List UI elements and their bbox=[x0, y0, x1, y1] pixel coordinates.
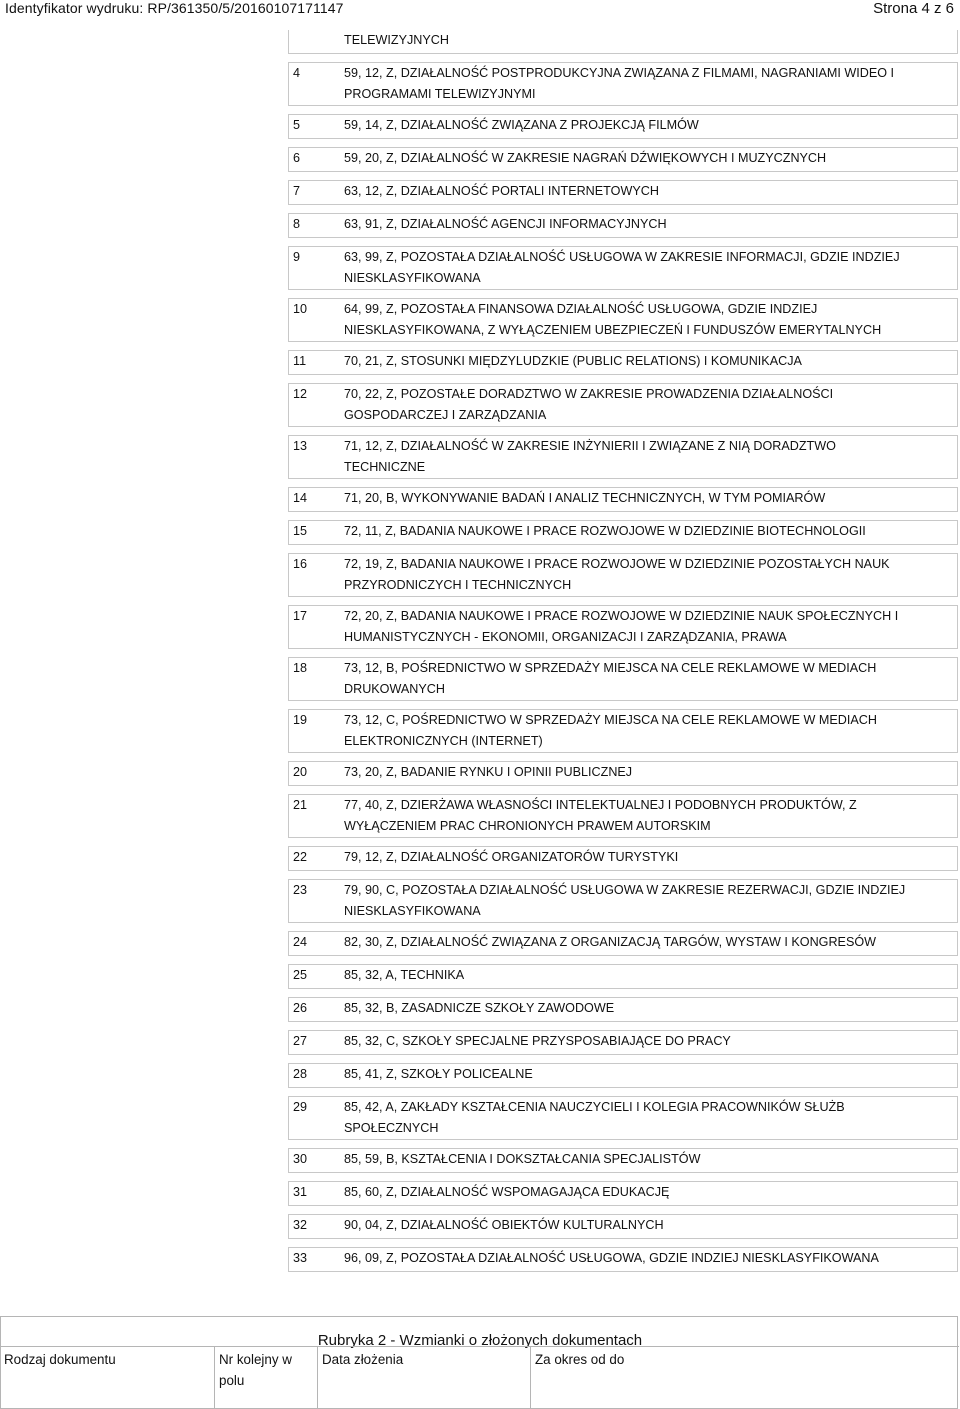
row-description bbox=[344, 115, 958, 139]
row-number: 21 bbox=[289, 795, 345, 838]
row-spacer bbox=[289, 1206, 958, 1215]
row-number: 29 bbox=[289, 1097, 345, 1140]
row-spacer-cell bbox=[289, 989, 958, 998]
row-description bbox=[344, 932, 958, 956]
row-spacer bbox=[289, 597, 958, 606]
row-spacer-cell bbox=[289, 479, 958, 488]
row-number: 27 bbox=[289, 1031, 345, 1055]
row-spacer bbox=[289, 786, 958, 795]
row-number: 11 bbox=[289, 351, 345, 375]
description-line: 79, 12, Z, DZIAŁALNOŚĆ ORGANIZATORÓW TURYSTYKI bbox=[344, 850, 679, 864]
row-number: 4 bbox=[289, 63, 345, 106]
table-row bbox=[289, 965, 958, 989]
row-number: 16 bbox=[289, 554, 345, 597]
row-description bbox=[344, 436, 958, 479]
table-row bbox=[289, 181, 958, 205]
page-header bbox=[0, 0, 960, 18]
table-row bbox=[289, 932, 958, 956]
row-description bbox=[344, 965, 958, 989]
row-spacer-cell bbox=[289, 597, 958, 606]
table-row bbox=[289, 115, 958, 139]
row-spacer bbox=[289, 427, 958, 436]
row-spacer bbox=[289, 1239, 958, 1248]
row-number: 24 bbox=[289, 932, 345, 956]
description-line: 59, 14, Z, DZIAŁALNOŚĆ ZWIĄZANA Z PROJEKCJĄ FILMÓW bbox=[344, 118, 699, 132]
row-number: 22 bbox=[289, 847, 345, 871]
row-spacer bbox=[289, 512, 958, 521]
row-number: 12 bbox=[289, 384, 345, 427]
row-spacer bbox=[289, 545, 958, 554]
row-spacer-cell bbox=[289, 923, 958, 932]
description-line: 77, 40, Z, DZIERŻAWA WŁASNOŚCI INTELEKTUALNEJ I PODOBNYCH PRODUKTÓW, Z bbox=[344, 798, 857, 812]
column-header-filing-date bbox=[318, 1346, 531, 1408]
row-description bbox=[344, 1182, 958, 1206]
row-description bbox=[344, 847, 958, 871]
table-row bbox=[289, 1031, 958, 1055]
row-description bbox=[344, 1031, 958, 1055]
description-line: 85, 42, A, ZAKŁADY KSZTAŁCENIA NAUCZYCIELI I KOLEGIA PRACOWNIKÓW SŁUŻB bbox=[344, 1100, 845, 1114]
row-number: 10 bbox=[289, 299, 345, 342]
row-spacer-cell bbox=[289, 238, 958, 247]
row-spacer-cell bbox=[289, 871, 958, 880]
row-description bbox=[344, 63, 958, 106]
row-description bbox=[344, 214, 958, 238]
row-number: 18 bbox=[289, 658, 345, 701]
row-spacer bbox=[289, 956, 958, 965]
row-spacer-cell bbox=[289, 54, 958, 63]
row-number: 9 bbox=[289, 247, 345, 290]
row-description bbox=[344, 880, 958, 923]
table-row bbox=[289, 384, 958, 427]
row-spacer bbox=[289, 871, 958, 880]
description-line: 85, 59, B, KSZTAŁCENIA I DOKSZTAŁCANIA SPECJALISTÓW bbox=[344, 1152, 701, 1166]
row-description bbox=[344, 488, 958, 512]
row-number: 31 bbox=[289, 1182, 345, 1206]
description-line: 71, 12, Z, DZIAŁALNOŚĆ W ZAKRESIE INŻYNIERII I ZWIĄZANE Z NIĄ DORADZTWO bbox=[344, 439, 836, 453]
row-description bbox=[344, 148, 958, 172]
description-line: 59, 12, Z, DZIAŁALNOŚĆ POSTPRODUKCYJNA ZWIĄZANA Z FILMAMI, NAGRANIAMI WIDEO I bbox=[344, 66, 895, 80]
description-line: HUMANISTYCZNYCH - EKONOMII, ORGANIZACJI I ZARZĄDZANIA, PRAWA bbox=[344, 630, 787, 644]
table-row bbox=[289, 214, 958, 238]
description-line: 96, 09, Z, POZOSTAŁA DZIAŁALNOŚĆ USŁUGOWA, GDZIE INDZIEJ NIESKLASYFIKOWANA bbox=[344, 1251, 879, 1265]
row-spacer-cell bbox=[289, 786, 958, 795]
row-number: 17 bbox=[289, 606, 345, 649]
row-description bbox=[344, 1215, 958, 1239]
row-spacer bbox=[289, 290, 958, 299]
row-spacer bbox=[289, 1022, 958, 1031]
description-line: 72, 20, Z, BADANIA NAUKOWE I PRACE ROZWOJOWE W DZIEDZINIE NAUK SPOŁECZNYCH I bbox=[344, 609, 899, 623]
row-number: 8 bbox=[289, 214, 345, 238]
column-header-period bbox=[531, 1346, 959, 1408]
row-description bbox=[344, 1064, 958, 1088]
row-spacer bbox=[289, 753, 958, 762]
description-line: 63, 99, Z, POZOSTAŁA DZIAŁALNOŚĆ USŁUGOWA W ZAKRESIE INFORMACJI, GDZIE INDZIEJ bbox=[344, 250, 900, 264]
activity-table bbox=[288, 30, 958, 1272]
row-spacer-cell bbox=[289, 139, 958, 148]
row-number: 25 bbox=[289, 965, 345, 989]
description-line: 72, 11, Z, BADANIA NAUKOWE I PRACE ROZWOJOWE W DZIEDZINIE BIOTECHNOLOGII bbox=[344, 524, 866, 538]
row-description bbox=[344, 554, 958, 597]
column-header-field-number bbox=[215, 1346, 318, 1408]
description-line: 73, 12, C, POŚREDNICTWO W SPRZEDAŻY MIEJSCA NA CELE REKLAMOWE W MEDIACH bbox=[344, 713, 877, 727]
table-row bbox=[289, 148, 958, 172]
description-line: TELEWIZYJNYCH bbox=[344, 33, 449, 47]
row-spacer bbox=[289, 838, 958, 847]
row-description bbox=[344, 521, 958, 545]
description-line: PROGRAMAMI TELEWIZYJNYMI bbox=[344, 87, 536, 101]
description-line: TECHNICZNE bbox=[344, 460, 426, 474]
row-spacer bbox=[289, 205, 958, 214]
print-identifier: Identyfikator wydruku: RP/361350/5/20160107171147 bbox=[5, 0, 344, 16]
row-spacer bbox=[289, 701, 958, 710]
description-line: 85, 32, B, ZASADNICZE SZKOŁY ZAWODOWE bbox=[344, 1001, 615, 1015]
row-spacer-cell bbox=[289, 1140, 958, 1149]
description-line: SPOŁECZNYCH bbox=[344, 1121, 439, 1135]
column-header-field-number-line1: Nr kolejny w bbox=[219, 1352, 292, 1367]
activity-table-body bbox=[289, 30, 958, 1272]
row-spacer-cell bbox=[289, 512, 958, 521]
description-line: 73, 20, Z, BADANIE RYNKU I OPINII PUBLICZNEJ bbox=[344, 765, 633, 779]
page-number: Strona 4 z 6 bbox=[873, 0, 954, 17]
row-spacer-cell bbox=[289, 375, 958, 384]
row-spacer bbox=[289, 989, 958, 998]
row-spacer bbox=[289, 1088, 958, 1097]
table-row bbox=[289, 847, 958, 871]
description-line: WYŁĄCZENIEM PRAC CHRONIONYCH PRAWEM AUTORSKIM bbox=[344, 819, 711, 833]
row-spacer-cell bbox=[289, 106, 958, 115]
row-number: 23 bbox=[289, 880, 345, 923]
column-header-field-number-line2: polu bbox=[219, 1373, 245, 1388]
description-line: 73, 12, B, POŚREDNICTWO W SPRZEDAŻY MIEJSCA NA CELE REKLAMOWE W MEDIACH bbox=[344, 661, 877, 675]
description-line: 82, 30, Z, DZIAŁALNOŚĆ ZWIĄZANA Z ORGANIZACJĄ TARGÓW, WYSTAW I KONGRESÓW bbox=[344, 935, 877, 949]
row-description bbox=[344, 351, 958, 375]
table-row bbox=[289, 1248, 958, 1272]
row-spacer-cell bbox=[289, 1206, 958, 1215]
table-row bbox=[289, 762, 958, 786]
row-spacer-cell bbox=[289, 545, 958, 554]
row-spacer bbox=[289, 54, 958, 63]
row-spacer-cell bbox=[289, 427, 958, 436]
table-row bbox=[289, 521, 958, 545]
row-number: 15 bbox=[289, 521, 345, 545]
row-description bbox=[344, 1248, 958, 1272]
row-spacer bbox=[289, 172, 958, 181]
row-spacer-cell bbox=[289, 290, 958, 299]
row-spacer bbox=[289, 923, 958, 932]
description-line: ELEKTRONICZNYCH (INTERNET) bbox=[344, 734, 543, 748]
row-number: 7 bbox=[289, 181, 345, 205]
row-spacer bbox=[289, 479, 958, 488]
description-line: 59, 20, Z, DZIAŁALNOŚĆ W ZAKRESIE NAGRAŃ DŹWIĘKOWYCH I MUZYCZNYCH bbox=[344, 151, 827, 165]
description-line: NIESKLASYFIKOWANA bbox=[344, 904, 481, 918]
table-row bbox=[289, 30, 958, 54]
row-description bbox=[344, 606, 958, 649]
row-spacer-cell bbox=[289, 1173, 958, 1182]
row-spacer-cell bbox=[289, 205, 958, 214]
row-number: 28 bbox=[289, 1064, 345, 1088]
table-row bbox=[289, 710, 958, 753]
row-number bbox=[289, 30, 345, 54]
table-row bbox=[289, 1215, 958, 1239]
row-spacer bbox=[289, 1055, 958, 1064]
row-description bbox=[344, 30, 958, 54]
table-row bbox=[289, 658, 958, 701]
table-row bbox=[289, 1097, 958, 1140]
row-description bbox=[344, 762, 958, 786]
row-spacer-cell bbox=[289, 1022, 958, 1031]
row-spacer bbox=[289, 1173, 958, 1182]
row-number: 30 bbox=[289, 1149, 345, 1173]
description-line: 71, 20, B, WYKONYWANIE BADAŃ I ANALIZ TECHNICZNYCH, W TYM POMIARÓW bbox=[344, 491, 826, 505]
description-line: 85, 32, C, SZKOŁY SPECJALNE PRZYSPOSABIAJĄCE DO PRACY bbox=[344, 1034, 731, 1048]
row-spacer bbox=[289, 649, 958, 658]
table-row bbox=[289, 554, 958, 597]
column-header-filing-date-label: Data złożenia bbox=[322, 1352, 404, 1367]
row-number: 14 bbox=[289, 488, 345, 512]
row-spacer bbox=[289, 238, 958, 247]
table-row bbox=[289, 880, 958, 923]
table-row bbox=[289, 351, 958, 375]
description-line: GOSPODARCZEJ I ZARZĄDZANIA bbox=[344, 408, 547, 422]
description-line: 90, 04, Z, DZIAŁALNOŚĆ OBIEKTÓW KULTURALNYCH bbox=[344, 1218, 664, 1232]
row-spacer-cell bbox=[289, 649, 958, 658]
row-spacer-cell bbox=[289, 701, 958, 710]
row-number: 5 bbox=[289, 115, 345, 139]
row-number: 20 bbox=[289, 762, 345, 786]
description-line: PRZYRODNICZYCH I TECHNICZNYCH bbox=[344, 578, 572, 592]
rubryka-2-title-text: Rubryka 2 - Wzmianki o złożonych dokumentach bbox=[317, 1332, 643, 1349]
description-line: NIESKLASYFIKOWANA bbox=[344, 271, 481, 285]
table-row bbox=[289, 63, 958, 106]
row-spacer-cell bbox=[289, 172, 958, 181]
table-row bbox=[289, 488, 958, 512]
column-header-document-type bbox=[0, 1346, 215, 1408]
row-spacer-cell bbox=[289, 1088, 958, 1097]
row-spacer bbox=[289, 342, 958, 351]
row-description bbox=[344, 998, 958, 1022]
row-spacer bbox=[289, 106, 958, 115]
row-number: 33 bbox=[289, 1248, 345, 1272]
table-row bbox=[289, 606, 958, 649]
table-row bbox=[289, 795, 958, 838]
row-description bbox=[344, 247, 958, 290]
row-number: 26 bbox=[289, 998, 345, 1022]
row-number: 13 bbox=[289, 436, 345, 479]
row-description bbox=[344, 795, 958, 838]
description-line: 72, 19, Z, BADANIA NAUKOWE I PRACE ROZWOJOWE W DZIEDZINIE POZOSTAŁYCH NAUK bbox=[344, 557, 890, 571]
description-line: 64, 99, Z, POZOSTAŁA FINANSOWA DZIAŁALNOŚĆ USŁUGOWA, GDZIE INDZIEJ bbox=[344, 302, 818, 316]
table-row bbox=[289, 299, 958, 342]
row-number: 32 bbox=[289, 1215, 345, 1239]
row-description bbox=[344, 181, 958, 205]
row-description bbox=[344, 299, 958, 342]
description-line: 85, 32, A, TECHNIKA bbox=[344, 968, 465, 982]
description-line: DRUKOWANYCH bbox=[344, 682, 445, 696]
row-spacer bbox=[289, 139, 958, 148]
table-row bbox=[289, 436, 958, 479]
row-spacer-cell bbox=[289, 956, 958, 965]
description-line: 70, 22, Z, POZOSTAŁE DORADZTWO W ZAKRESIE PROWADZENIA DZIAŁALNOŚCI bbox=[344, 387, 834, 401]
description-line: 70, 21, Z, STOSUNKI MIĘDZYLUDZKIE (PUBLIC RELATIONS) I KOMUNIKACJA bbox=[344, 354, 802, 368]
row-number: 6 bbox=[289, 148, 345, 172]
row-spacer bbox=[289, 375, 958, 384]
row-description bbox=[344, 1097, 958, 1140]
row-spacer-cell bbox=[289, 342, 958, 351]
row-spacer-cell bbox=[289, 753, 958, 762]
row-description bbox=[344, 1149, 958, 1173]
table-row bbox=[289, 1064, 958, 1088]
row-description bbox=[344, 384, 958, 427]
column-header-document-type-label: Rodzaj dokumentu bbox=[4, 1352, 116, 1367]
row-spacer-cell bbox=[289, 1055, 958, 1064]
table-row bbox=[289, 1182, 958, 1206]
table-row bbox=[289, 247, 958, 290]
row-spacer-cell bbox=[289, 1239, 958, 1248]
description-line: 85, 60, Z, DZIAŁALNOŚĆ WSPOMAGAJĄCA EDUKACJĘ bbox=[344, 1185, 670, 1199]
description-line: 63, 12, Z, DZIAŁALNOŚĆ PORTALI INTERNETOWYCH bbox=[344, 184, 659, 198]
description-line: 85, 41, Z, SZKOŁY POLICEALNE bbox=[344, 1067, 533, 1081]
table-row bbox=[289, 998, 958, 1022]
description-line: 79, 90, C, POZOSTAŁA DZIAŁALNOŚĆ USŁUGOWA W ZAKRESIE REZERWACJI, GDZIE INDZIEJ bbox=[344, 883, 906, 897]
row-number: 19 bbox=[289, 710, 345, 753]
row-description bbox=[344, 658, 958, 701]
table-row bbox=[289, 1149, 958, 1173]
row-spacer-cell bbox=[289, 838, 958, 847]
column-header-period-label: Za okres od do bbox=[535, 1352, 625, 1367]
description-line: NIESKLASYFIKOWANA, Z WYŁĄCZENIEM UBEZPIECZEŃ I FUNDUSZÓW EMERYTALNYCH bbox=[344, 323, 882, 337]
row-spacer bbox=[289, 1140, 958, 1149]
description-line: 63, 91, Z, DZIAŁALNOŚĆ AGENCJI INFORMACYJNYCH bbox=[344, 217, 667, 231]
row-description bbox=[344, 710, 958, 753]
